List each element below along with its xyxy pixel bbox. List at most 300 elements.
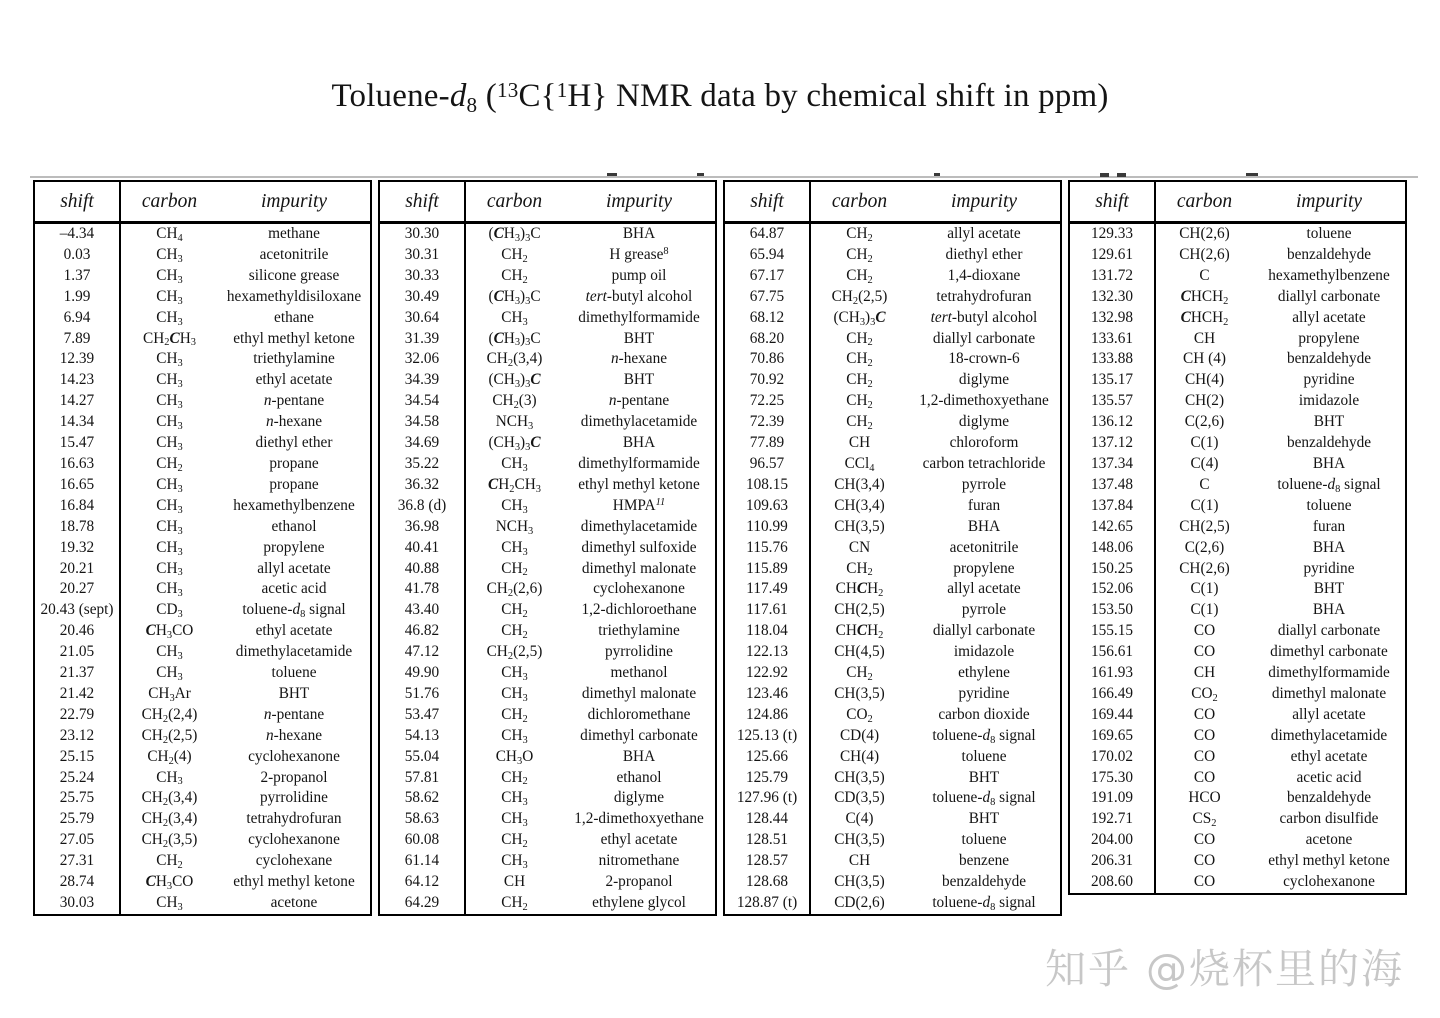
shift-cell: 30.33 xyxy=(379,266,465,287)
impurity-cell: ethyl methyl ketone xyxy=(233,329,355,347)
carbon-cell: $CH_2(3,5)$ xyxy=(141,831,198,851)
carbon-cell: $CH_3$ xyxy=(501,810,528,830)
shift-cell: 208.60 xyxy=(1069,872,1155,894)
carbon-cell: C(2,6) xyxy=(1184,413,1225,431)
table-row xyxy=(1069,412,1406,433)
shift-cell: 68.12 xyxy=(724,308,810,329)
shift-cell: 192.71 xyxy=(1069,809,1155,830)
carbon-cell: $CH_3$ xyxy=(501,454,528,474)
table-row xyxy=(1069,684,1406,705)
table-row xyxy=(379,370,716,391)
shift-cell: 136.12 xyxy=(1069,412,1155,433)
shift-cell: 27.05 xyxy=(34,830,120,851)
table-row xyxy=(379,809,716,830)
table-row xyxy=(1069,475,1406,496)
crop-artifact-line xyxy=(30,176,1418,178)
impurity-cell: dimethyl carbonate xyxy=(580,726,698,744)
carbon-cell: $CH_2$ xyxy=(846,266,873,286)
carbon-cell: $CH_2$ xyxy=(501,622,528,642)
impurity-cell: BHT xyxy=(968,768,1000,786)
shift-cell: 125.13 (t) xyxy=(724,726,810,747)
carbon-cell: $CH_3$ xyxy=(156,496,183,516)
shift-cell: 128.87 (t) xyxy=(724,893,810,915)
impurity-cell: furan xyxy=(1312,517,1346,535)
impurity-cell: propylene xyxy=(263,538,325,556)
shift-cell: 1.99 xyxy=(34,287,120,308)
watermark: 知乎 @烧杯里的海 xyxy=(1044,945,1404,993)
nmr-table-3 xyxy=(723,180,1062,916)
carbon-cell: $CH_3$ xyxy=(156,580,183,600)
impurity-cell: BHA xyxy=(1312,601,1346,619)
shift-cell: 1.37 xyxy=(34,266,120,287)
shift-cell: 117.49 xyxy=(724,579,810,600)
carbon-cell: $CO_2$ xyxy=(1191,684,1218,704)
impurity-cell: benzaldehyde xyxy=(1286,245,1372,263)
table-row xyxy=(379,517,716,538)
impurity-cell: cyclohexanone xyxy=(248,831,340,849)
carbon-cell: $CHCH_2$ xyxy=(1180,287,1229,307)
impurity-cell: tetrahydrofuran xyxy=(936,287,1032,305)
shift-cell: 36.98 xyxy=(379,517,465,538)
impurity-cell: dimethylacetamide xyxy=(235,643,353,661)
impurity-cell: imidazole xyxy=(1298,392,1360,410)
shift-cell: 131.72 xyxy=(1069,266,1155,287)
table-row xyxy=(1069,705,1406,726)
carbon-cell: $CH_2$ xyxy=(156,852,183,872)
impurity-cell: toluene xyxy=(961,747,1007,765)
table-row xyxy=(34,370,371,391)
table-row xyxy=(724,663,1061,684)
table-row xyxy=(1069,809,1406,830)
table-row xyxy=(1069,600,1406,621)
shift-cell: 128.51 xyxy=(724,830,810,851)
shift-cell: 40.41 xyxy=(379,538,465,559)
carbon-cell: CH(3,5) xyxy=(834,873,885,891)
table-row xyxy=(724,266,1061,287)
shift-cell: 14.34 xyxy=(34,412,120,433)
table-row xyxy=(724,287,1061,308)
table-row xyxy=(379,684,716,705)
impurity-cell: hexamethylbenzene xyxy=(1268,266,1390,284)
shift-cell: 7.89 xyxy=(34,329,120,350)
crop-artifact-dash xyxy=(607,173,617,176)
shift-cell: 32.06 xyxy=(379,349,465,370)
impurity-cell: pyridine xyxy=(1303,371,1355,389)
impurity-cell: ethyl methyl ketone xyxy=(1268,852,1390,870)
impurity-cell: BHA xyxy=(622,747,656,765)
shift-cell: 70.86 xyxy=(724,349,810,370)
nmr-table-4 xyxy=(1068,180,1407,895)
shift-cell: 22.79 xyxy=(34,705,120,726)
shift-cell: 153.50 xyxy=(1069,600,1155,621)
shift-cell: 175.30 xyxy=(1069,768,1155,789)
carbon-cell: $CH_2$ xyxy=(846,413,873,433)
shift-cell: 191.09 xyxy=(1069,788,1155,809)
shift-cell: 125.79 xyxy=(724,768,810,789)
shift-cell: 65.94 xyxy=(724,245,810,266)
shift-cell: 49.90 xyxy=(379,663,465,684)
impurity-cell: BHT xyxy=(1313,413,1345,431)
shift-cell: 21.05 xyxy=(34,642,120,663)
table-row xyxy=(34,600,371,621)
table-row xyxy=(724,223,1061,245)
table-row xyxy=(379,851,716,872)
impurity-cell: allyl acetate xyxy=(1292,705,1366,723)
impurity-cell: BHT xyxy=(278,684,310,702)
impurity-cell: pyrrolidine xyxy=(605,643,673,661)
table-row xyxy=(1069,851,1406,872)
table-row xyxy=(1069,559,1406,580)
impurity-cell: toluene xyxy=(1306,496,1352,514)
shift-cell: 68.20 xyxy=(724,329,810,350)
shift-cell: 34.58 xyxy=(379,412,465,433)
impurity-cell: dimethyl malonate xyxy=(581,684,697,702)
impurity-cell: pyridine xyxy=(958,684,1010,702)
shift-cell: 46.82 xyxy=(379,621,465,642)
table-row xyxy=(724,245,1061,266)
impurity-cell: n-pentane xyxy=(263,392,325,410)
impurity-cell: benzaldehyde xyxy=(1286,350,1372,368)
carbon-cell: $CH_2(3,4)$ xyxy=(141,789,198,809)
table-row xyxy=(379,349,716,370)
impurity-cell: ethanol xyxy=(616,768,662,786)
impurity-cell: dimethylacetamide xyxy=(580,413,698,431)
table-row xyxy=(1069,872,1406,894)
impurity-cell: carbon tetrachloride xyxy=(922,454,1046,472)
carbon-cell: C(1) xyxy=(1190,496,1219,514)
shift-cell: 27.31 xyxy=(34,851,120,872)
shift-cell: 23.12 xyxy=(34,726,120,747)
shift-cell: 123.46 xyxy=(724,684,810,705)
carbon-cell: $(CH_3)_3C$ xyxy=(488,225,541,244)
table-row xyxy=(1069,621,1406,642)
table-row xyxy=(34,579,371,600)
carbon-cell: $CH_2$ xyxy=(501,266,528,286)
impurity-cell: ethyl acetate xyxy=(255,371,333,389)
impurity-cell: toluene xyxy=(961,831,1007,849)
impurity-cell: n-hexane xyxy=(610,350,668,368)
carbon-cell: CH(2,5) xyxy=(1179,517,1230,535)
impurity-cell: dimethyl malonate xyxy=(1271,684,1387,702)
table-row xyxy=(724,349,1061,370)
crop-artifact-dash xyxy=(1117,173,1126,177)
carbon-cell: $CH_2$ xyxy=(156,454,183,474)
table-row xyxy=(34,245,371,266)
table-row xyxy=(724,559,1061,580)
table-row xyxy=(379,768,716,789)
carbon-cell: $CH_3CO$ xyxy=(145,873,194,892)
carbon-cell: $CH_3$ xyxy=(501,789,528,809)
carbon-cell: $CH_2(3)$ xyxy=(492,392,537,412)
impurity-cell: allyl acetate xyxy=(1292,308,1366,326)
table-row xyxy=(34,809,371,830)
carbon-cell: CCl$_4$ xyxy=(844,454,875,474)
shift-cell: 110.99 xyxy=(724,517,810,538)
carbon-cell: CH xyxy=(503,873,526,891)
impurity-cell: diallyl carbonate xyxy=(932,622,1036,640)
shift-cell: 132.30 xyxy=(1069,287,1155,308)
table-row xyxy=(379,663,716,684)
shift-cell: 67.75 xyxy=(724,287,810,308)
shift-cell: 67.17 xyxy=(724,266,810,287)
shift-header: shift xyxy=(34,181,120,223)
impurity-cell: triethylamine xyxy=(598,622,680,640)
carbon-cell: $CH_3$ xyxy=(156,475,183,495)
carbon-cell: $CH_2$ xyxy=(846,245,873,265)
carbon-cell: $CH_3$ xyxy=(156,413,183,433)
table-row xyxy=(34,559,371,580)
table-row xyxy=(34,329,371,350)
table-row xyxy=(379,538,716,559)
carbon-cell: $CH_2$ xyxy=(501,894,528,913)
table-row xyxy=(379,559,716,580)
impurity-cell: propylene xyxy=(1298,329,1360,347)
table-row xyxy=(34,496,371,517)
shift-cell: 125.66 xyxy=(724,747,810,768)
carbon-cell: CH (4) xyxy=(1183,350,1226,368)
carbon-cell: $CH_2$ xyxy=(501,245,528,265)
table-row xyxy=(1069,433,1406,454)
table-row xyxy=(34,768,371,789)
table-row xyxy=(379,747,716,768)
impurity-cell: dimethyl malonate xyxy=(581,559,697,577)
impurity-cell: H grease$^8$ xyxy=(609,245,669,263)
shift-cell: 166.49 xyxy=(1069,684,1155,705)
carbon-cell: $CH_3$ xyxy=(156,266,183,286)
impurity-cell: BHA xyxy=(622,434,656,452)
impurity-header: impurity xyxy=(908,181,1061,223)
impurity-cell: propane xyxy=(269,454,319,472)
impurity-cell: ethyl acetate xyxy=(1290,747,1368,765)
impurity-cell: allyl acetate xyxy=(947,580,1021,598)
shift-cell: 30.03 xyxy=(34,893,120,915)
carbon-cell: $CH_2$ xyxy=(846,664,873,683)
impurity-cell: acetone xyxy=(270,894,318,911)
carbon-cell: CD(4) xyxy=(839,726,880,744)
shift-cell: 34.69 xyxy=(379,433,465,454)
impurity-cell: ethyl acetate xyxy=(600,831,678,849)
shift-cell: 35.22 xyxy=(379,454,465,475)
table-row xyxy=(724,768,1061,789)
carbon-cell: $CH_3$ xyxy=(156,308,183,328)
carbon-cell: CH(3,4) xyxy=(834,496,885,514)
table-row xyxy=(379,433,716,454)
impurity-cell: BHT xyxy=(623,371,655,389)
table-row xyxy=(724,496,1061,517)
table-row xyxy=(724,809,1061,830)
shift-cell: 64.12 xyxy=(379,872,465,893)
shift-cell: 137.34 xyxy=(1069,454,1155,475)
impurity-header: impurity xyxy=(218,181,371,223)
table-row xyxy=(34,349,371,370)
table-row xyxy=(1069,663,1406,684)
shift-cell: 51.76 xyxy=(379,684,465,705)
shift-cell: 34.54 xyxy=(379,391,465,412)
shift-cell: 53.47 xyxy=(379,705,465,726)
impurity-cell: methane xyxy=(268,225,320,242)
impurity-cell: diethyl ether xyxy=(255,434,333,452)
carbon-cell: $CH_3$ xyxy=(501,852,528,872)
shift-cell: 21.37 xyxy=(34,663,120,684)
table-row xyxy=(724,788,1061,809)
shift-cell: 128.57 xyxy=(724,851,810,872)
impurity-header: impurity xyxy=(1253,181,1406,223)
shift-cell: 19.32 xyxy=(34,538,120,559)
carbon-cell: $CH_3$ xyxy=(156,538,183,558)
impurity-cell: carbon disulfide xyxy=(1279,810,1379,828)
shift-cell: –4.34 xyxy=(34,223,120,245)
impurity-cell: cyclohexanone xyxy=(1283,873,1375,891)
impurity-cell: dimethylformamide xyxy=(1268,664,1390,682)
shift-cell: 161.93 xyxy=(1069,663,1155,684)
crop-artifact-dash xyxy=(1100,173,1109,177)
carbon-cell: $CHCH_2$ xyxy=(1180,308,1229,328)
table-row xyxy=(724,621,1061,642)
carbon-cell: $NCH_3$ xyxy=(495,517,534,537)
table-row xyxy=(724,872,1061,893)
carbon-cell: CH(2,6) xyxy=(1179,559,1230,577)
shift-cell: 61.14 xyxy=(379,851,465,872)
shift-cell: 96.57 xyxy=(724,454,810,475)
table-row xyxy=(379,726,716,747)
impurity-cell: 18-crown-6 xyxy=(948,350,1020,368)
carbon-cell: CO xyxy=(1193,705,1216,723)
shift-cell: 34.39 xyxy=(379,370,465,391)
table-row xyxy=(34,663,371,684)
carbon-cell: CO xyxy=(1193,622,1216,640)
impurity-cell: diallyl carbonate xyxy=(1277,287,1381,305)
shift-cell: 16.63 xyxy=(34,454,120,475)
nmr-table-1 xyxy=(33,180,372,916)
tables-container xyxy=(33,180,1407,916)
shift-cell: 25.24 xyxy=(34,768,120,789)
carbon-cell: $CH_2(4)$ xyxy=(147,747,192,767)
carbon-cell: $CO_2$ xyxy=(846,705,873,725)
impurity-cell: toluene xyxy=(1306,225,1352,242)
shift-cell: 58.63 xyxy=(379,809,465,830)
carbon-cell: $CH_2$ xyxy=(846,371,873,391)
shift-cell: 117.61 xyxy=(724,600,810,621)
carbon-cell: $CH_2$ xyxy=(846,559,873,579)
carbon-cell: $CS_2$ xyxy=(1192,810,1217,830)
shift-cell: 25.79 xyxy=(34,809,120,830)
table-row xyxy=(724,329,1061,350)
carbon-cell: CH(2,5) xyxy=(834,601,885,619)
carbon-cell: $CHCH_2$ xyxy=(835,622,884,642)
table-row xyxy=(34,726,371,747)
impurity-cell: dimethyl carbonate xyxy=(1270,643,1388,661)
carbon-cell: C(1) xyxy=(1190,580,1219,598)
impurity-cell: 1,2-dimethoxyethane xyxy=(919,392,1049,410)
table-row xyxy=(1069,579,1406,600)
table-row xyxy=(1069,370,1406,391)
table-row xyxy=(724,433,1061,454)
table-row xyxy=(724,517,1061,538)
impurity-cell: imidazole xyxy=(953,643,1015,661)
table-row xyxy=(379,329,716,350)
impurity-cell: silicone grease xyxy=(248,266,340,284)
carbon-cell: $CH_3$ xyxy=(156,434,183,453)
carbon-cell: CH xyxy=(1193,329,1216,347)
table-row xyxy=(34,433,371,454)
carbon-cell: $CH_3$ xyxy=(156,664,183,683)
impurity-cell: propylene xyxy=(953,559,1015,577)
impurity-cell: dimethylacetamide xyxy=(1270,726,1388,744)
table-row xyxy=(379,223,716,245)
impurity-cell: dimethylformamide xyxy=(578,308,700,326)
shift-cell: 20.27 xyxy=(34,579,120,600)
impurity-cell: 2-propanol xyxy=(605,873,673,891)
impurity-cell: toluene-$d_8$ signal xyxy=(242,601,346,621)
table-row xyxy=(724,391,1061,412)
impurity-cell: pyrrolidine xyxy=(260,789,328,807)
table-row xyxy=(1069,245,1406,266)
crop-artifact-dash xyxy=(934,173,940,176)
impurity-cell: tert-butyl alcohol xyxy=(585,287,693,305)
carbon-header: carbon xyxy=(120,181,218,223)
shift-cell: 115.89 xyxy=(724,559,810,580)
impurity-cell: pyridine xyxy=(1303,559,1355,577)
table-row xyxy=(34,893,371,915)
shift-cell: 43.40 xyxy=(379,600,465,621)
impurity-cell: BHT xyxy=(623,329,655,347)
table-row xyxy=(379,454,716,475)
shift-cell: 127.96 (t) xyxy=(724,788,810,809)
table-row xyxy=(724,684,1061,705)
carbon-cell: $CH_3$ xyxy=(156,287,183,307)
shift-cell: 169.44 xyxy=(1069,705,1155,726)
table-row xyxy=(34,223,371,245)
impurity-cell: n-pentane xyxy=(608,392,670,410)
shift-cell: 36.32 xyxy=(379,475,465,496)
table-row xyxy=(34,538,371,559)
table-row xyxy=(724,475,1061,496)
impurity-cell: diglyme xyxy=(958,413,1010,431)
impurity-cell: furan xyxy=(967,496,1001,514)
table-row xyxy=(1069,642,1406,663)
carbon-cell: $CH_3$ xyxy=(501,664,528,683)
table-row xyxy=(724,830,1061,851)
shift-cell: 55.04 xyxy=(379,747,465,768)
table-row xyxy=(1069,329,1406,350)
shift-cell: 137.84 xyxy=(1069,496,1155,517)
table-row xyxy=(379,475,716,496)
table-row xyxy=(34,747,371,768)
carbon-cell: C xyxy=(1199,475,1210,493)
table-row xyxy=(379,579,716,600)
table-row xyxy=(34,517,371,538)
carbon-cell: CH(3,5) xyxy=(834,684,885,702)
carbon-cell: $CH_4$ xyxy=(156,225,183,244)
table-row xyxy=(1069,496,1406,517)
shift-cell: 204.00 xyxy=(1069,830,1155,851)
carbon-cell: CH(3,4) xyxy=(834,475,885,493)
impurity-cell: nitromethane xyxy=(598,852,680,870)
shift-cell: 115.76 xyxy=(724,538,810,559)
table-row xyxy=(379,266,716,287)
table-row xyxy=(34,287,371,308)
carbon-cell: $CH_3$ xyxy=(156,894,183,913)
shift-cell: 36.8 (d) xyxy=(379,496,465,517)
shift-cell: 16.84 xyxy=(34,496,120,517)
table-row xyxy=(379,391,716,412)
table-row xyxy=(34,412,371,433)
carbon-cell: CH(2,6) xyxy=(1179,245,1230,263)
table-row xyxy=(724,412,1061,433)
impurity-cell: diethyl ether xyxy=(945,245,1023,263)
shift-cell: 54.13 xyxy=(379,726,465,747)
table-row xyxy=(379,830,716,851)
